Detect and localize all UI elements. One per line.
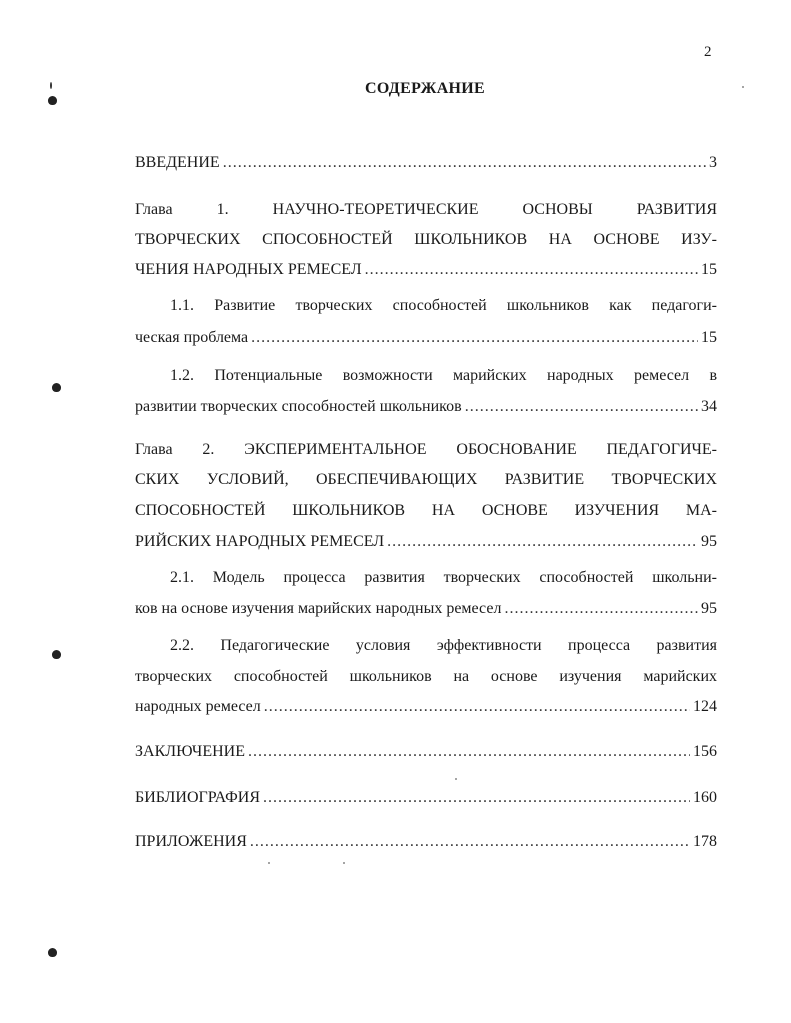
binding-hole-mark <box>48 96 57 105</box>
toc-chapter-1-page: 15 <box>701 261 717 278</box>
toc-section-2-2-title-end: народных ремесел <box>135 698 261 715</box>
toc-chapter-1-line-3 <box>135 260 717 280</box>
toc-chapter-1-line-1: Глава 1. НАУЧНО-ТЕОРЕТИЧЕСКИЕ ОСНОВЫ РАЗВИТИЯ <box>135 201 717 218</box>
dot-leader <box>465 397 698 417</box>
toc-section-2-1-line-1: 2.1. Модель процесса развития творческих способностей школьни- <box>170 569 717 586</box>
toc-section-1-2-page: 34 <box>701 398 717 415</box>
dot-leader <box>264 697 690 717</box>
toc-chapter-2-line-4 <box>135 532 717 552</box>
toc-section-2-2-page: 124 <box>693 698 717 715</box>
toc-chapter-2-line-2: СКИХ УСЛОВИЙ, ОБЕСПЕЧИВАЮЩИХ РАЗВИТИЕ ТВОРЧЕСКИХ <box>135 471 717 488</box>
dot-leader <box>504 599 698 619</box>
dot-leader <box>248 742 690 762</box>
toc-section-2-1-title-end: ков на основе изучения марийских народных ремесел <box>135 600 502 617</box>
toc-chapter-2-line-1: Глава 2. ЭКСПЕРИМЕНТАЛЬНОЕ ОБОСНОВАНИЕ ПЕДАГОГИЧЕ- <box>135 441 717 458</box>
dot-leader <box>251 328 698 348</box>
toc-chapter-1-line-2: ТВОРЧЕСКИХ СПОСОБНОСТЕЙ ШКОЛЬНИКОВ НА ОСНОВЕ ИЗУ- <box>135 231 717 248</box>
toc-section-1-1-page: 15 <box>701 329 717 346</box>
toc-section-1-1-line-1: 1.1. Развитие творческих способностей школьников как педагоги- <box>170 297 717 314</box>
toc-section-1-2-line-2 <box>135 397 717 417</box>
toc-section-1-2-line-1: 1.2. Потенциальные возможности марийских народных ремесел в <box>170 367 717 384</box>
toc-section-1-1-line-2 <box>135 328 717 348</box>
toc-chapter-2-page: 95 <box>701 533 717 550</box>
toc-section-2-1-line-2 <box>135 599 717 619</box>
toc-section-2-2-line-3 <box>135 697 717 717</box>
toc-entry-bibliography-title: БИБЛИОГРАФИЯ <box>135 789 261 806</box>
toc-entry-appendices[interactable] <box>135 832 717 852</box>
toc-entry-intro-page: 3 <box>709 154 717 171</box>
dot-leader <box>387 532 698 552</box>
toc-chapter-2-title-end: РИЙСКИХ НАРОДНЫХ РЕМЕСЕЛ <box>135 533 385 550</box>
scan-speck <box>742 86 744 88</box>
toc-entry-appendices-title: ПРИЛОЖЕНИЯ <box>135 833 247 850</box>
toc-entry-bibliography[interactable] <box>135 788 717 808</box>
dot-leader <box>223 153 706 173</box>
page-title: СОДЕРЖАНИЕ <box>364 80 486 97</box>
scan-speck <box>343 862 345 864</box>
scan-speck <box>50 82 52 89</box>
toc-section-2-1-page: 95 <box>701 600 717 617</box>
toc-chapter-1-title-end: ЧЕНИЯ НАРОДНЫХ РЕМЕСЕЛ <box>135 261 362 278</box>
binding-hole-mark <box>48 948 57 957</box>
page-number: 2 <box>704 44 712 60</box>
binding-hole-mark <box>52 383 61 392</box>
toc-entry-conclusion[interactable] <box>135 742 717 762</box>
dot-leader <box>365 260 698 280</box>
scan-speck <box>455 778 457 780</box>
toc-entry-intro[interactable] <box>135 153 717 173</box>
scan-speck <box>268 862 270 864</box>
toc-entry-conclusion-title: ЗАКЛЮЧЕНИЕ <box>135 743 245 760</box>
toc-section-2-2-line-1: 2.2. Педагогические условия эффективности процесса развития <box>170 637 717 654</box>
toc-entry-appendices-page: 178 <box>693 833 717 850</box>
dot-leader <box>250 832 690 852</box>
binding-hole-mark <box>52 650 61 659</box>
toc-section-1-2-title-end: развитии творческих способностей школьников <box>135 398 462 415</box>
toc-entry-bibliography-page: 160 <box>693 789 717 806</box>
toc-section-2-2-line-2: творческих способностей школьников на основе изучения марийских <box>135 668 717 685</box>
toc-section-1-1-title-end: ческая проблема <box>135 329 249 346</box>
dot-leader <box>263 788 690 808</box>
toc-entry-conclusion-page: 156 <box>693 743 717 760</box>
toc-chapter-2-line-3: СПОСОБНОСТЕЙ ШКОЛЬНИКОВ НА ОСНОВЕ ИЗУЧЕНИЯ МА- <box>135 502 717 519</box>
toc-entry-intro-title: ВВЕДЕНИЕ <box>135 154 220 171</box>
